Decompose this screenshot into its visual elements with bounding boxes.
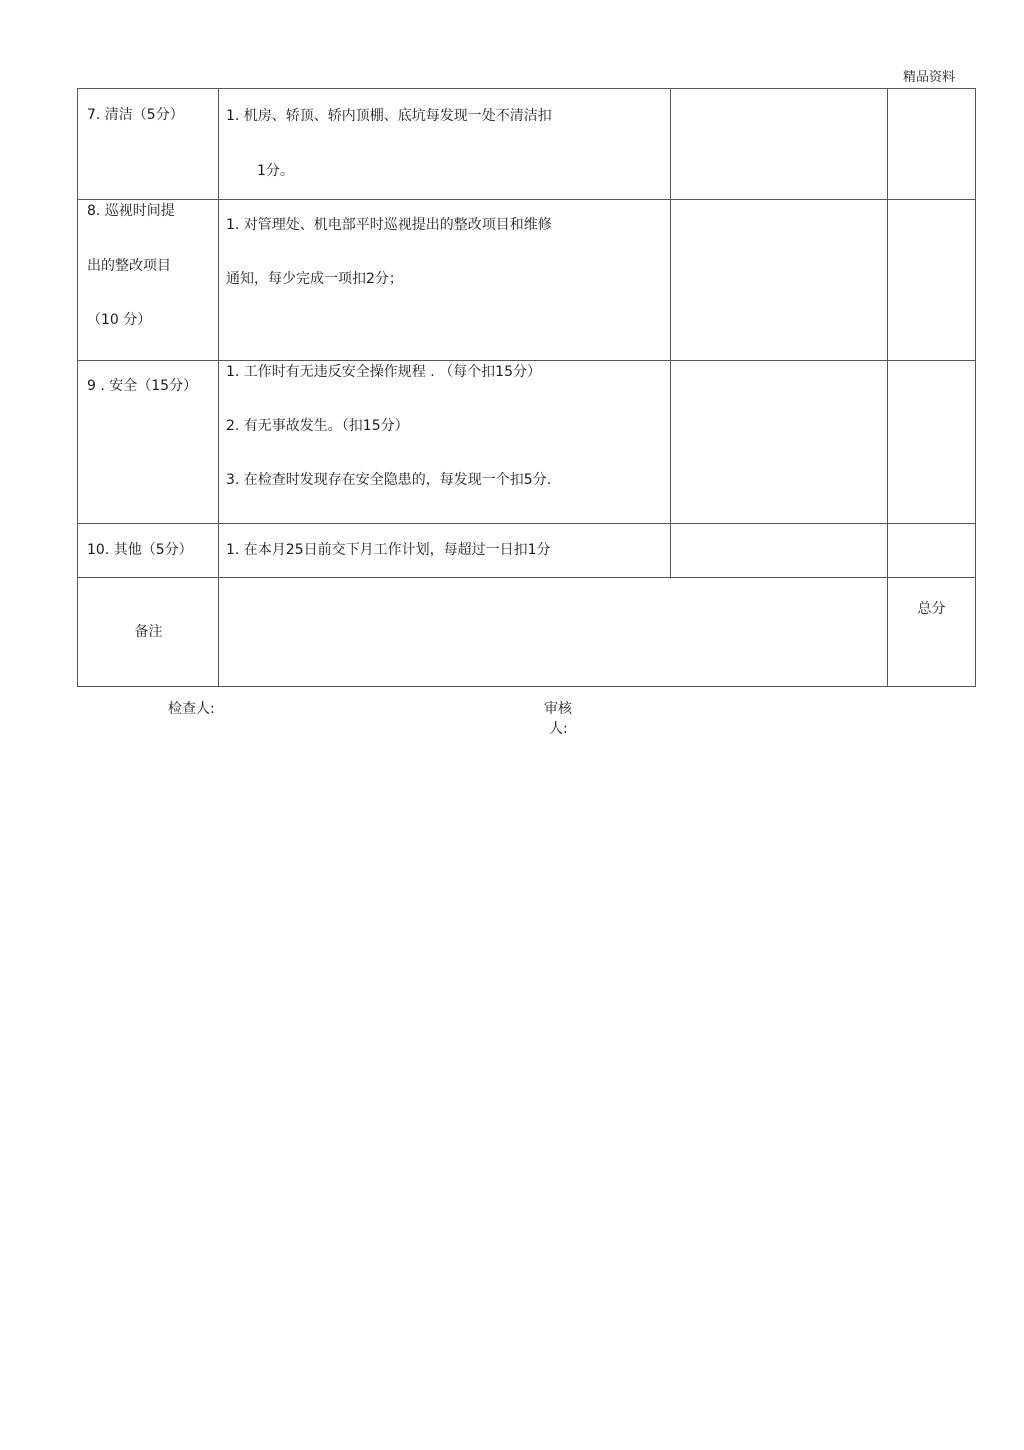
score-cell[interactable]: [888, 200, 976, 361]
criteria-item: 1. 机房、轿顶、轿内顶棚、底坑每发现一处不清洁扣: [226, 108, 552, 124]
header-note: 精品资料: [903, 70, 956, 85]
total-score-label: 总分: [917, 601, 946, 617]
table-row: [78, 361, 976, 524]
score-cell[interactable]: [888, 89, 976, 200]
criteria-cell: [219, 89, 671, 200]
category-cell: [78, 524, 219, 578]
category-text: （10 分）: [87, 312, 152, 328]
score-cell[interactable]: [888, 361, 976, 524]
criteria-cell: [219, 361, 671, 524]
criteria-item: 3. 在检查时发现存在安全隐患的，每发现一个扣5分.: [226, 472, 552, 488]
table-row: [78, 89, 976, 200]
reviewer-label-line2: 人:: [549, 721, 568, 737]
remark-row: [78, 578, 976, 687]
table-row: [78, 200, 976, 361]
criteria-item: 2. 有无事故发生。（扣15分）: [226, 418, 409, 434]
category-text: 7. 清洁（5分）: [87, 107, 184, 123]
category-text: 出的整改项目: [87, 258, 171, 274]
total-score-cell: [888, 578, 976, 687]
criteria-item: 1. 在本月25日前交下月工作计划，每超过一日扣1分: [226, 542, 551, 558]
table-row: [78, 524, 976, 578]
criteria-item: 1. 对管理处、机电部平时巡视提出的整改项目和维修: [226, 217, 552, 233]
category-cell: [78, 89, 219, 200]
category-text: 9 . 安全（15分）: [87, 378, 198, 394]
category-text: 10. 其他（5分）: [87, 542, 193, 558]
category-cell: [78, 200, 219, 361]
criteria-item: 通知，每少完成一项扣2分；: [226, 271, 403, 287]
category-cell: [78, 361, 219, 524]
remark-label-cell: [78, 578, 219, 687]
reviewer-label-line1: 审核: [544, 701, 572, 717]
criteria-cell: [219, 524, 671, 578]
criteria-item: 1. 工作时有无违反安全操作规程 . （每个扣15分）: [226, 364, 541, 380]
criteria-cell: [219, 200, 671, 361]
remark-content-cell[interactable]: [219, 578, 888, 687]
category-text: 8. 巡视时间提: [87, 203, 175, 219]
deduction-cell[interactable]: [671, 89, 888, 200]
inspector-label: 检查人:: [168, 701, 215, 717]
deduction-cell[interactable]: [671, 361, 888, 524]
deduction-cell[interactable]: [671, 524, 888, 578]
criteria-item: 1分。: [257, 163, 294, 179]
score-cell[interactable]: [888, 524, 976, 578]
remark-label: 备注: [134, 624, 163, 640]
evaluation-table: [77, 88, 976, 687]
deduction-cell[interactable]: [671, 200, 888, 361]
